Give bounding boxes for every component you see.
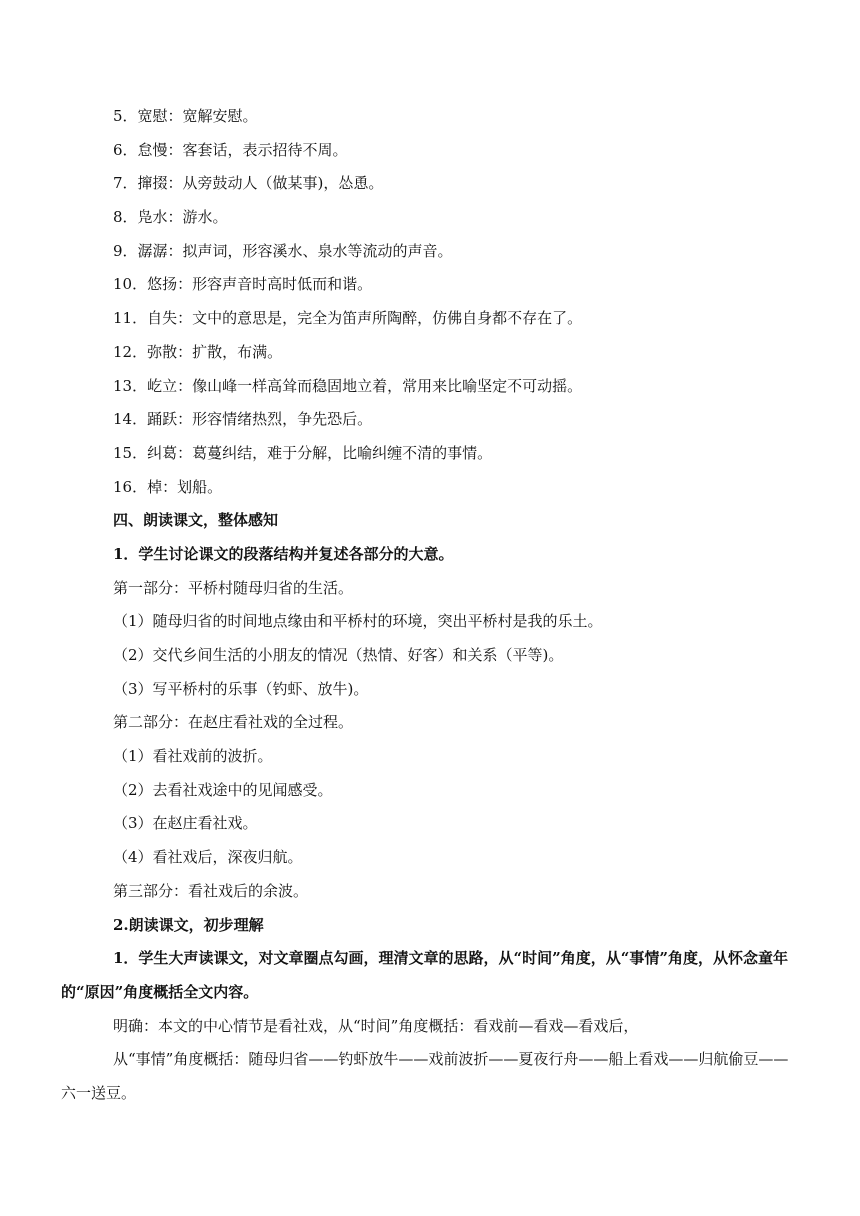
answer-paragraph: 从“事情”角度概括：随母归省——钓虾放牛——戏前波折——夏夜行舟——船上看戏——归航偷豆——六一送豆。 — [61, 1050, 789, 1102]
part-title: 第二部分：在赵庄看社戏的全过程。 — [113, 713, 354, 732]
vocab-item: 16．棹：划船。 — [113, 477, 223, 496]
part-item: （3）在赵庄看社戏。 — [113, 814, 258, 833]
task-question: 1．学生大声读课文，对文章圈点勾画，理清文章的思路，从“时间”角度，从“事情”角度，从怀念童年的“原因”角度概括全文内容。 — [61, 949, 788, 1001]
part-item: （1）随母归省的时间地点缘由和平桥村的环境，突出平桥村是我的乐土。 — [113, 612, 603, 631]
vocab-item: 11．自失：文中的意思是，完全为笛声所陶醉，仿佛自身都不存在了。 — [113, 309, 583, 328]
vocab-item: 14．踊跃：形容情绪热烈，争先恐后。 — [113, 410, 373, 429]
vocab-item: 10．悠扬：形容声音时高时低而和谐。 — [113, 275, 373, 294]
answer-paragraph: 明确：本文的中心情节是看社戏，从“时间”角度概括：看戏前—看戏—看戏后， — [113, 1016, 639, 1035]
part-item: （2）去看社戏途中的见闻感受。 — [113, 780, 333, 799]
vocab-item: 15．纠葛：葛蔓纠结，难于分解，比喻纠缠不清的事情。 — [113, 443, 493, 462]
vocab-item: 9．潺潺：拟声词，形容溪水、泉水等流动的声音。 — [113, 241, 453, 260]
vocab-item: 13．屹立：像山峰一样高耸而稳固地立着，常用来比喻坚定不可动摇。 — [113, 376, 583, 395]
vocab-item: 8．凫水：游水。 — [113, 208, 228, 227]
vocab-item: 6．怠慢：客套话，表示招待不周。 — [113, 140, 348, 159]
vocab-item: 7．撺掇：从旁鼓动人（做某事)，怂恿。 — [113, 174, 384, 193]
part-title: 第一部分：平桥村随母归省的生活。 — [113, 578, 354, 597]
task-heading: 2.朗读课文，初步理解 — [113, 915, 264, 934]
vocab-item: 12．弥散：扩散，布满。 — [113, 342, 283, 361]
part-item: （3）写平桥村的乐事（钓虾、放牛)。 — [113, 679, 369, 698]
part-item: （1）看社戏前的波折。 — [113, 747, 273, 766]
vocab-list — [113, 100, 793, 504]
part-item: （2）交代乡间生活的小朋友的情况（热情、好客）和关系（平等)。 — [113, 646, 564, 664]
section-heading: 四、朗读课文，整体感知 — [113, 511, 279, 530]
part-title: 第三部分：看社戏后的余波。 — [113, 881, 309, 900]
task-heading: 1．学生讨论课文的段落结构并复述各部分的大意。 — [113, 544, 454, 563]
vocab-item: 5．宽慰：宽解安慰。 — [113, 107, 258, 125]
page-content — [61, 100, 793, 1111]
part-item: （4）看社戏后，深夜归航。 — [113, 848, 303, 867]
